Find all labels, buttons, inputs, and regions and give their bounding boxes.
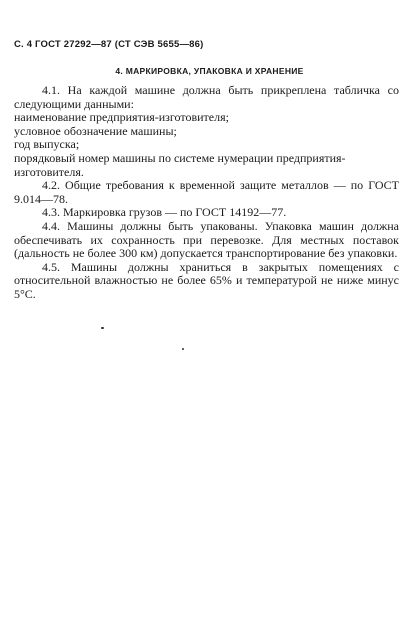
section-body [14, 84, 399, 302]
paragraph-4-2: 4.2. Общие требования к временной защите металлов — по ГОСТ 9.014—78. [14, 178, 399, 206]
paragraph-4-5: 4.5. Машины должны храниться в закрытых помещениях с относительной влажностью не более 65% и температурой не ниже минус 5°С. [14, 259, 399, 301]
list-item-serial-number: порядковый номер машины по системе нумерации предприятия-изготовителя. [14, 150, 346, 179]
list-item-designation: условное обозначение машины; [14, 123, 177, 138]
paragraph-4-1: 4.1. На каждой машине должна быть прикреплена табличка со следующими данными: [14, 83, 399, 111]
scan-speck [182, 348, 184, 350]
page-header: С. 4 ГОСТ 27292—87 (СТ СЭВ 5655—86) [14, 39, 204, 50]
section-title: 4. МАРКИРОВКА, УПАКОВКА И ХРАНЕНИЕ [115, 66, 304, 76]
list-item-year: год выпуска; [14, 137, 80, 152]
scan-speck [101, 327, 104, 329]
paragraph-4-4: 4.4. Машины должны быть упакованы. Упаковка машин должна обеспечивать их сохранность при перевозке. Для местных поставок (дальность не более 300 км) допускается транспортирование без упаковки. [14, 218, 399, 261]
paragraph-4-3: 4.3. Маркировка грузов — по ГОСТ 14192—77. [42, 205, 287, 220]
list-item-manufacturer: наименование предприятия-изготовителя; [14, 110, 229, 125]
